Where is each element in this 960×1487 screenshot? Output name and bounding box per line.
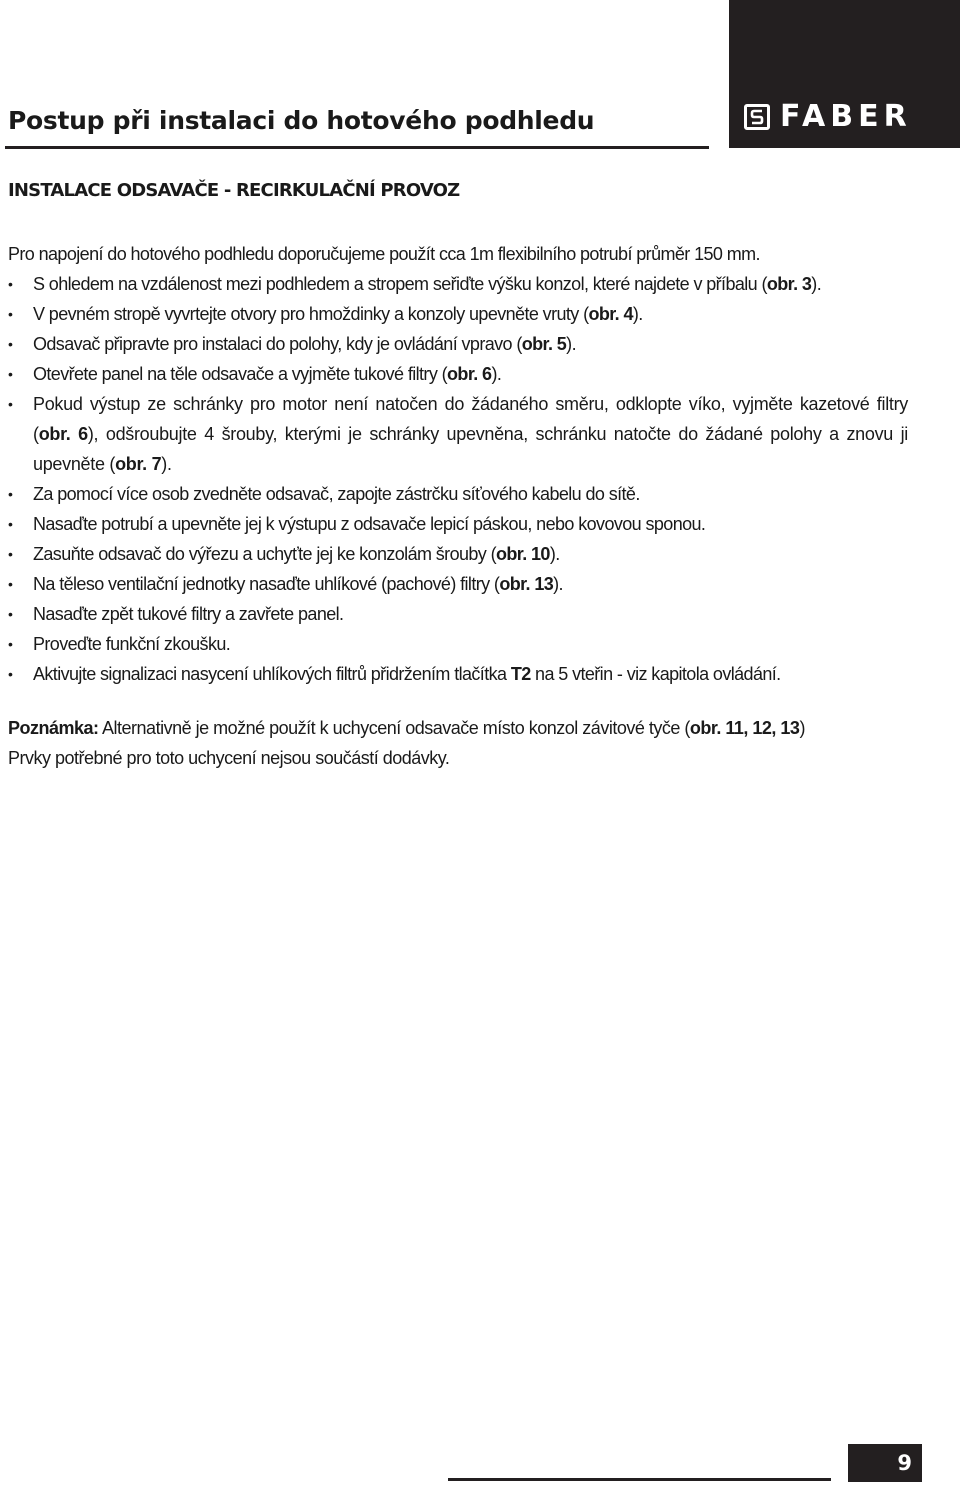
note-label: Poznámka: bbox=[8, 718, 99, 738]
steps-list bbox=[8, 269, 908, 689]
faber-logo bbox=[744, 100, 912, 134]
footer-divider bbox=[448, 1478, 831, 1481]
list-item: • Nasaďte potrubí a upevněte jej k výstupu z odsavače lepicí páskou, nebo kovovou sponou. bbox=[8, 509, 908, 539]
page-number: 9 bbox=[848, 1444, 922, 1482]
title-divider bbox=[5, 146, 709, 149]
list-item: • S ohledem na vzdálenost mezi podhledem a stropem seřiďte výšku konzol, které najdete v příbalu (obr. 3). bbox=[8, 269, 908, 299]
intro-text: Pro napojení do hotového podhledu doporučujeme použít cca 1m flexibilního potrubí průměr 150 mm. bbox=[8, 244, 760, 264]
list-item: • Zasuňte odsavač do výřezu a uchyťte jej ke konzolám šrouby (obr. 10). bbox=[8, 539, 908, 569]
list-item: • Otevřete panel na těle odsavače a vyjměte tukové filtry (obr. 6). bbox=[8, 359, 908, 389]
list-item: • V pevném stropě vyvrtejte otvory pro hmoždinky a konzoly upevněte vruty (obr. 4). bbox=[8, 299, 908, 329]
list-item: • Na těleso ventilační jednotky nasaďte uhlíkové (pachové) filtry (obr. 13). bbox=[8, 569, 908, 599]
note: Poznámka: Alternativně je možné použít k uchycení odsavače místo konzol závitové tyče (obr. 11, 12, 13) Prvky potřebné pro toto uchycení nejsou součástí dodávky. bbox=[8, 718, 805, 768]
list-item: • Za pomocí více osob zvedněte odsavač, zapojte zástrčku síťového kabelu do sítě. bbox=[8, 479, 908, 509]
instructions-body bbox=[8, 239, 908, 773]
page-title: Postup při instalaci do hotového podhledu bbox=[8, 106, 595, 135]
section-heading: INSTALACE ODSAVAČE - RECIRKULAČNÍ PROVOZ bbox=[8, 180, 460, 201]
list-item: • Proveďte funkční zkoušku. bbox=[8, 629, 908, 659]
list-item: • Odsavač připravte pro instalaci do polohy, kdy je ovládání vpravo (obr. 5). bbox=[8, 329, 908, 359]
list-item: • Nasaďte zpět tukové filtry a zavřete panel. bbox=[8, 599, 908, 629]
faber-logo-mark-icon bbox=[744, 104, 770, 130]
note-line-2: Prvky potřebné pro toto uchycení nejsou součástí dodávky. bbox=[8, 748, 450, 768]
list-item: • Aktivujte signalizaci nasycení uhlíkových filtrů přidržením tlačítka T2 na 5 vteřin - viz kapitola ovládání. bbox=[8, 659, 908, 689]
brand-name: FABER bbox=[780, 99, 912, 134]
list-item: • Pokud výstup ze schránky pro motor není natočen do žádaného směru, odklopte víko, vyjměte kazetové filtry (obr. 6), odšroubujte 4 šrouby, kterými je schránky upevněna, schránku natočte do žádané polohy a znovu ji upevněte (obr. 7). bbox=[8, 389, 908, 479]
